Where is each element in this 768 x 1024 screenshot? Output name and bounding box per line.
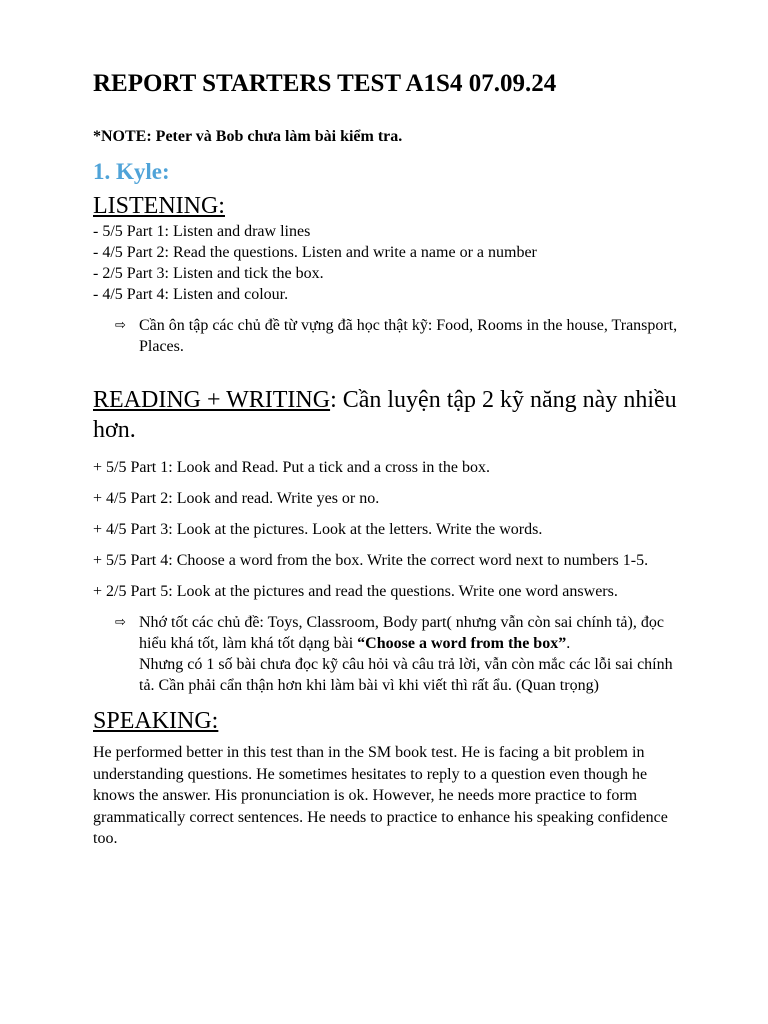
student-heading: 1. Kyle: [93,159,170,184]
reading-writing-heading-suffix: : Cần luyện tập 2 kỹ năng này nhiều hơn. [93,387,677,443]
reading-advice-end: . [566,635,571,652]
reading-item: + 2/5 Part 5: Look at the pictures and read the questions. Write one word answers. [93,583,618,600]
reading-writing-advice [93,612,683,696]
listening-item: - 4/5 Part 4: Listen and colour. [93,286,289,303]
reading-writing-heading-text: READING + WRITING [93,387,331,413]
listening-list [93,221,683,305]
reading-advice-paragraph-1 [139,612,683,654]
listening-heading [93,191,683,221]
listening-item: - 4/5 Part 2: Read the questions. Listen and write a name or a number [93,244,537,261]
listening-heading-text: LISTENING: [93,193,225,219]
reading-advice-emphasis: “Choose a word from the box” [357,635,567,652]
reading-advice-text: Nhớ tốt các chủ đề: Toys, Classroom, Body part( nhưng vẫn còn sai chính tả), đọc hiểu khá tốt, làm khá tốt dạng bài [139,614,664,652]
listening-advice-text: Cần ôn tập các chủ đề từ vựng đã học thật kỹ: Food, Rooms in the house, Transport, Places. [139,317,678,355]
reading-item: + 4/5 Part 2: Look and read. Write yes or no. [93,490,380,507]
reading-writing-heading [93,385,683,445]
reading-item: + 5/5 Part 4: Choose a word from the box. Write the correct word next to numbers 1-5. [93,552,649,569]
reading-advice-paragraph-2: Nhưng có 1 số bài chưa đọc kỹ câu hỏi và câu trả lời, vẫn còn mắc các lỗi sai chính tả. Cần phải cẩn thận hơn khi làm bài vì khi viết thì rất ẩu. (Quan trọng) [139,656,673,694]
right-arrow-outline-icon: ⇨ [115,318,126,333]
listening-item: - 2/5 Part 3: Listen and tick the box. [93,265,324,282]
report-title: REPORT STARTERS TEST A1S4 07.09.24 [93,70,557,97]
document-page [93,68,683,850]
reading-item: + 5/5 Part 1: Look and Read. Put a tick and a cross in the box. [93,459,490,476]
reading-item: + 4/5 Part 3: Look at the pictures. Look at the letters. Write the words. [93,521,543,538]
right-arrow-outline-icon: ⇨ [115,615,126,630]
speaking-text: He performed better in this test than in the SM book test. He is facing a bit problem in understanding questions. He sometimes hesitates to reply to a question even though he knows the answer. His pronunciation is ok. However, he needs more practice to form grammatically correct sentences. He needs to practice to enhance his speaking confidence too. [93,744,668,847]
speaking-heading [93,706,683,736]
note-text: *NOTE: Peter và Bob chưa làm bài kiểm tra. [93,128,403,145]
speaking-heading-text: SPEAKING: [93,708,219,734]
listening-item: - 5/5 Part 1: Listen and draw lines [93,223,311,240]
listening-advice [93,315,683,357]
